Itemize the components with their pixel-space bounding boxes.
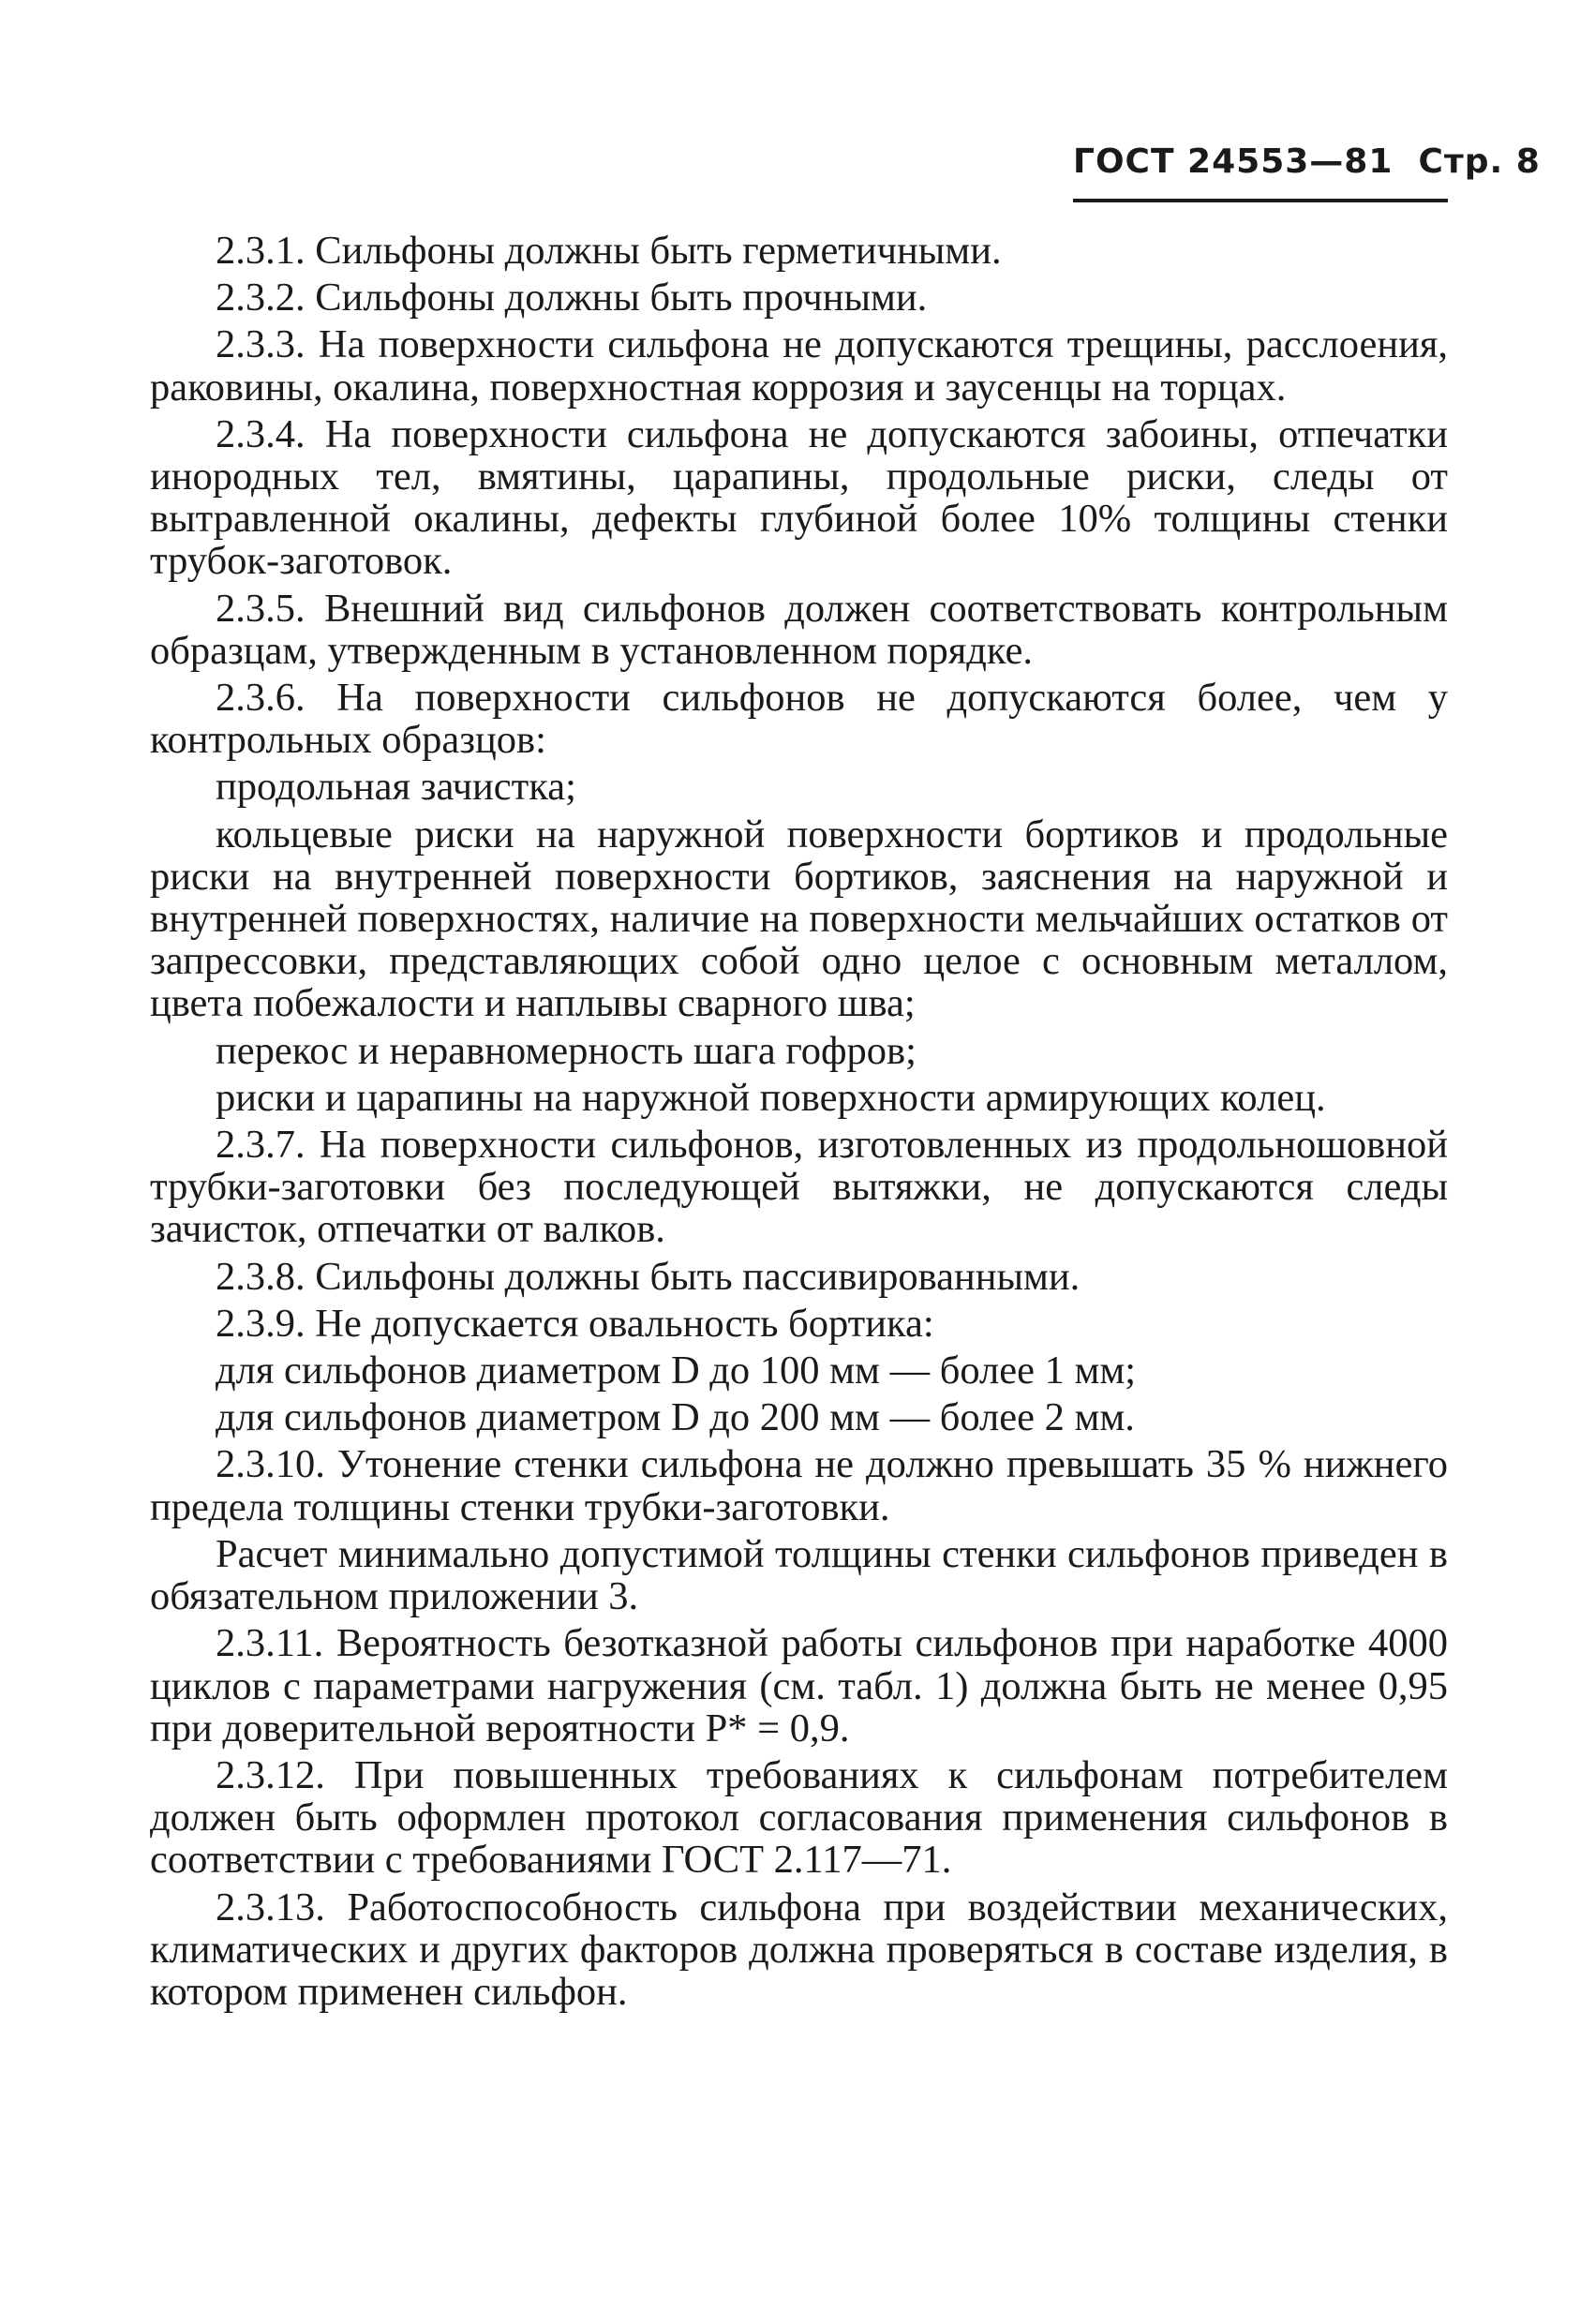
clause-2-3-2: 2.3.2. Сильфоны должны быть прочными. (216, 276, 928, 320)
clause-2-3-9: 2.3.9. Не допускается овальность бортика: (216, 1301, 934, 1346)
page-number: Стр. 8 (1418, 142, 1541, 181)
clause-2-3-3: 2.3.3. На поверхности сильфона не допускаются трещины, расслоения, раковины, окалина, поверхностная коррозия и заусенцы на торцах. (150, 322, 1448, 410)
clause-2-3-8: 2.3.8. Сильфоны должны быть пассивированными. (216, 1254, 1081, 1299)
clause-2-3-1: 2.3.1. Сильфоны должны быть герметичными. (216, 229, 1002, 273)
clause-2-3-5: 2.3.5. Внешний вид сильфонов должен соответствовать контрольным образцам, утвержденным в установленном порядке. (150, 586, 1448, 673)
clause-2-3-10-note: Расчет минимально допустимой толщины стенки сильфонов приведен в обязательном приложении 3. (150, 1531, 1448, 1619)
page-header (1073, 142, 1541, 181)
header-rule (1073, 199, 1448, 202)
clause-2-3-11: 2.3.11. Вероятность безотказной работы сильфонов при наработке 4000 циклов с параметрами нагружения (см. табл. 1) должна быть не менее 0,95 при доверительной вероятности P* = 0,9. (150, 1621, 1448, 1750)
list-item: продольная зачистка; (216, 765, 576, 810)
clause-2-3-6: 2.3.6. На поверхности сильфонов не допускаются более, чем у контрольных образцов: (150, 676, 1448, 763)
standard-number: ГОСТ 24553—81 (1073, 142, 1394, 181)
clause-2-3-13: 2.3.13. Работоспособность сильфона при воздействии механических, климатических и других факторов должна проверяться в составе изделия, в котором применен сильфон. (150, 1885, 1448, 2014)
clause-2-3-4: 2.3.4. На поверхности сильфона не допускаются забоины, отпечатки инородных тел, вмятины, царапины, продольные риски, следы от вытравленной окалины, дефекты глубиной более 10% толщины стенки трубок-заготовок. (150, 411, 1448, 584)
clause-2-3-7: 2.3.7. На поверхности сильфонов, изготовленных из продольношовной трубки-заготовки без последующей вытяжки, не допускаются следы зачисток, отпечатки от валков. (150, 1123, 1448, 1252)
list-item: перекос и неравномерность шага гофров; (216, 1028, 917, 1073)
list-item: риски и царапины на наружной поверхности армирующих колец. (216, 1075, 1326, 1120)
clause-2-3-10: 2.3.10. Утонение стенки сильфона не должно превышать 35 % нижнего предела толщины стенки трубки-заготовки. (150, 1442, 1448, 1529)
list-item: для сильфонов диаметром D до 200 мм — более 2 мм. (216, 1395, 1135, 1440)
list-item: кольцевые риски на наружной поверхности бортиков и продольные риски на внутренней поверхности бортиков, заяснения на наружной и внутренней поверхностях, наличие на поверхности мельчайших остатков от запрессовки, представляющих собой одно целое с основным металлом, цвета побежалости и наплывы сварного шва; (150, 812, 1448, 1026)
list-item: для сильфонов диаметром D до 100 мм — более 1 мм; (216, 1348, 1137, 1393)
clause-2-3-12: 2.3.12. При повышенных требованиях к сильфонам потребителем должен быть оформлен протокол согласования применения сильфонов в соответствии с требованиями ГОСТ 2.117—71. (150, 1752, 1448, 1883)
document-body (150, 230, 1448, 2018)
